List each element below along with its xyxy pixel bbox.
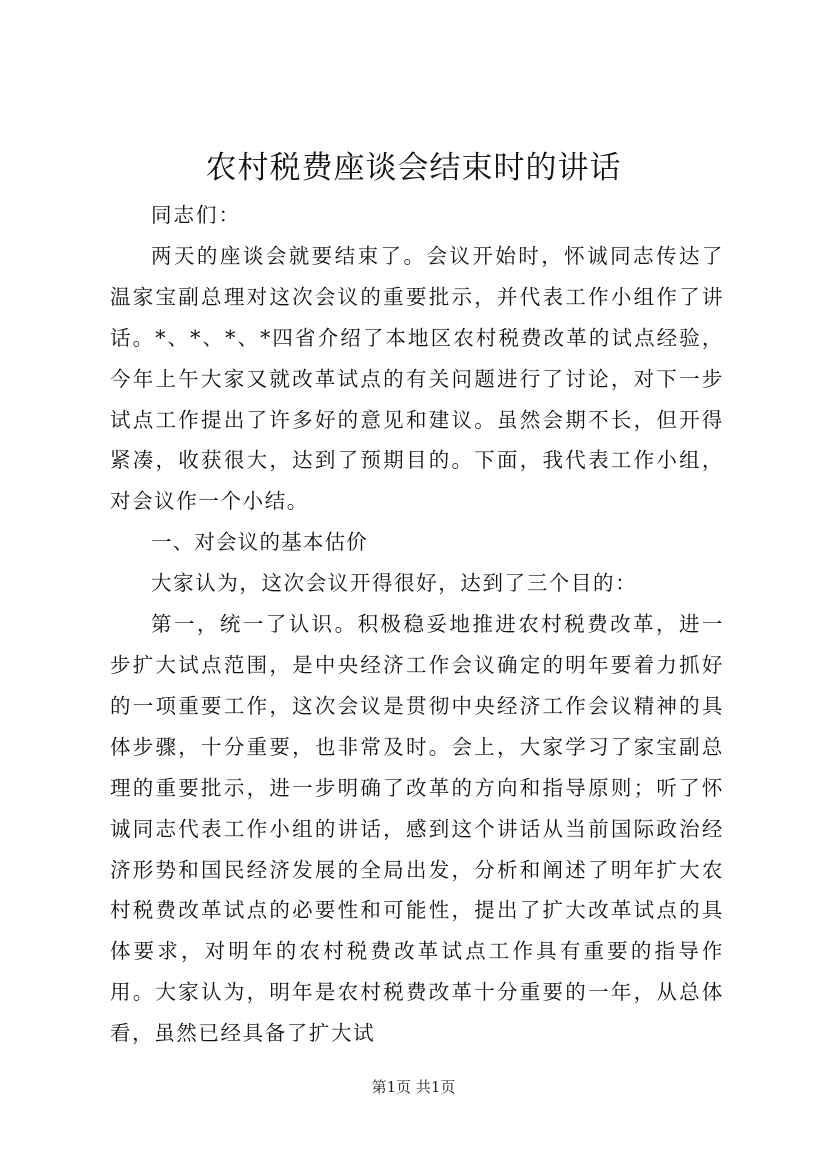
paragraph-first-point: 第一，统一了认识。积极稳妥地推进农村税费改革，进一步扩大试点范围，是中央经济工作会议确定的明年要着力抓好的一项重要工作，这次会议是贯彻中央经济工作会议精神的具体步骤，十分重要，也非常及时。会上，大家学习了家宝副总理的重要批示，进一步明确了改革的方向和指导原则；听了怀诚同志代表工作小组的讲话，感到这个讲话从当前国际政治经济形势和国民经济发展的全局出发，分析和阐述了明年扩大农村税费改革试点的必要性和可能性，提出了扩大改革试点的具体要求，对明年的农村税费改革试点工作具有重要的指导作用。大家认为，明年是农村税费改革十分重要的一年，从总体看，虽然已经具备了扩大试	[110, 612, 724, 1046]
paragraph-summary: 大家认为，这次会议开得很好，达到了三个目的：	[151, 571, 638, 596]
paragraph-intro: 两天的座谈会就要结束了。会议开始时，怀诚同志传达了温家宝副总理对这次会议的重要批示，并代表工作小组作了讲话。*、*、*、*四省介绍了本地区农村税费改革的试点经验，今年上午大家又就改革试点的有关问题进行了讨论，对下一步试点工作提出了许多好的意见和建议。虽然会期不长，但开得紧凑，收获很大，达到了预期目的。下面，我代表工作小组，对会议作一个小结。	[110, 243, 724, 514]
document-title: 农村税费座谈会结束时的讲话	[205, 150, 622, 186]
document-body	[110, 195, 724, 1054]
salutation: 同志们：	[151, 203, 241, 227]
page-footer: 第1页 共1页	[371, 1078, 456, 1096]
section-heading: 一、对会议的基本估价	[151, 530, 368, 555]
